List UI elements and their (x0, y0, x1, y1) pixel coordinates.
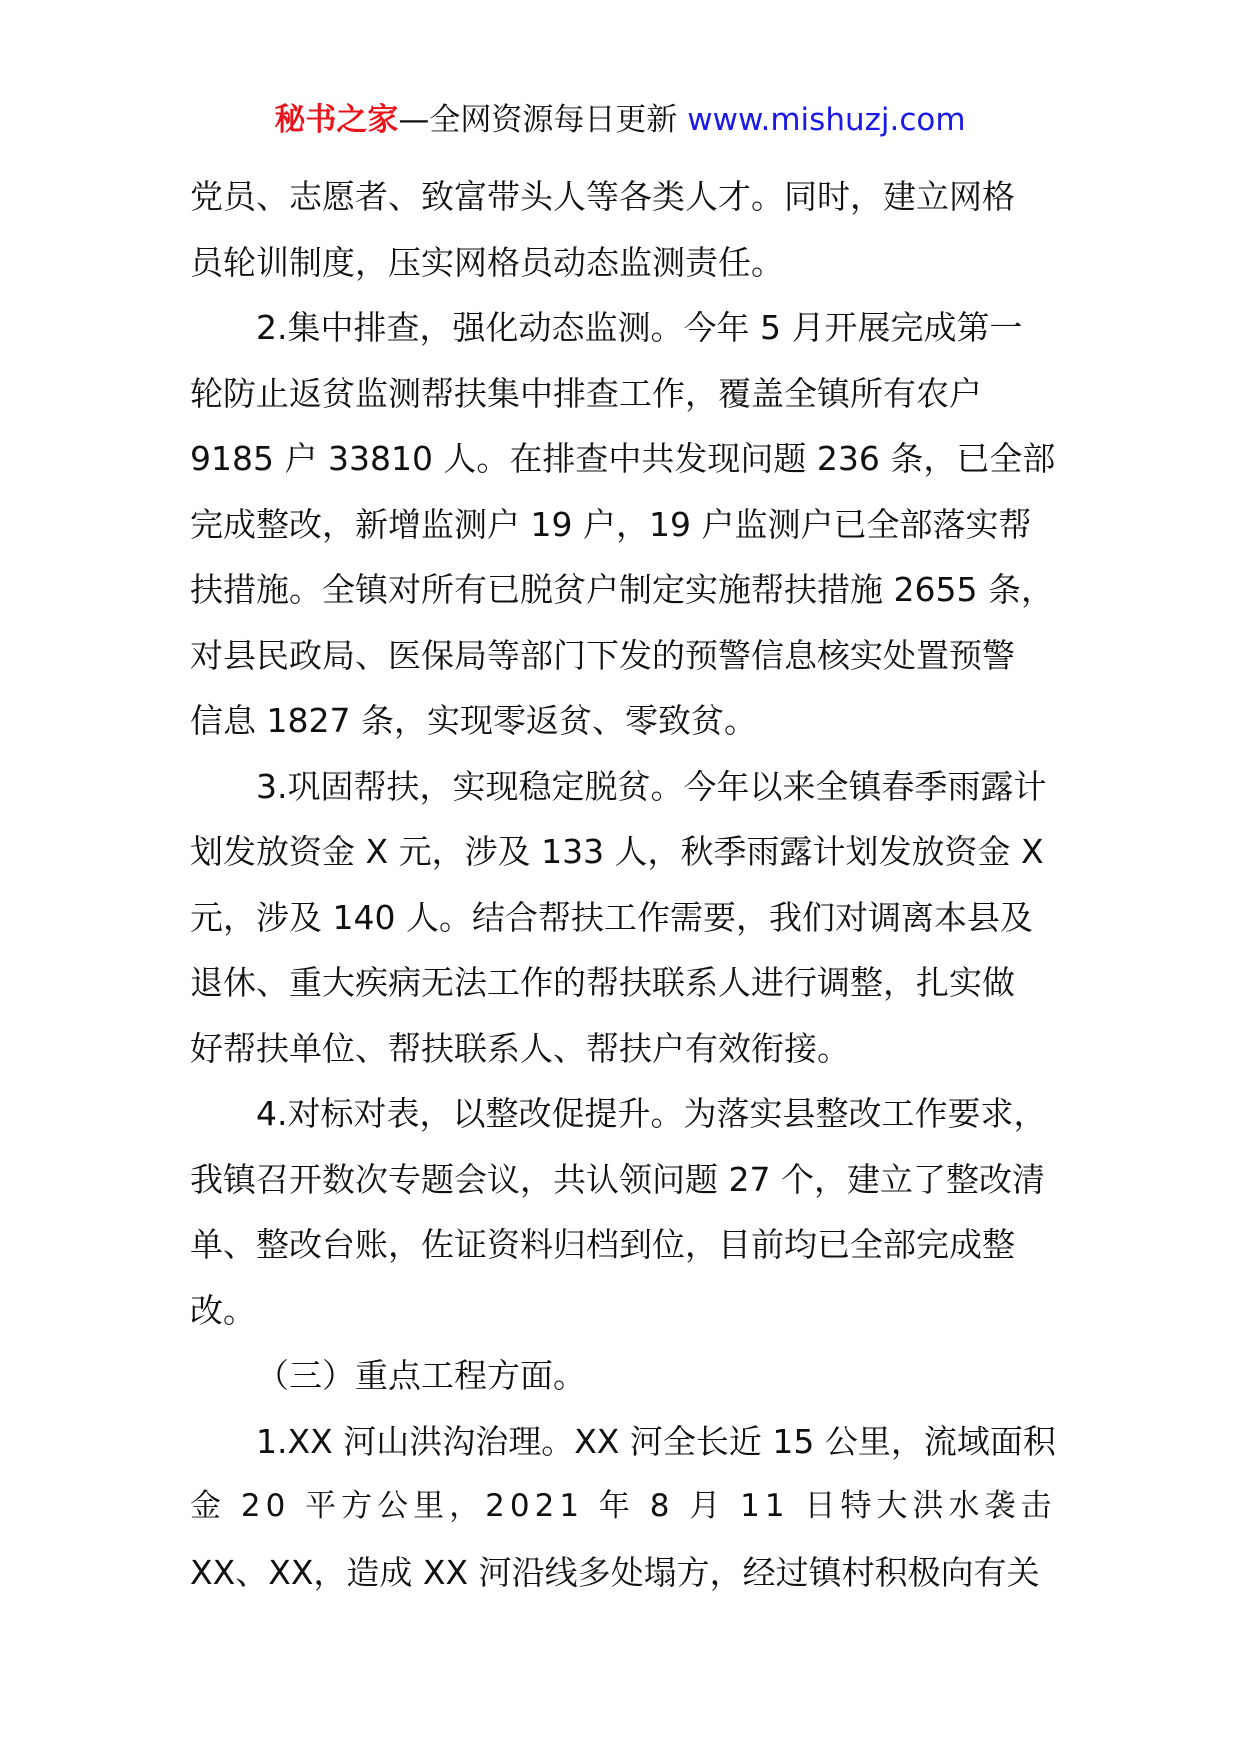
text-line: 完成整改，新增监测户 19 户，19 户监测户已全部落实帮 (190, 504, 1032, 544)
section-heading: （三）重点工程方面。 (256, 1356, 586, 1395)
text-line: 信息 1827 条，实现零返贫、零致贫。 (190, 701, 757, 740)
text-line: 退休、重大疾病无法工作的帮扶联系人进行调整，扎实做 (190, 963, 1015, 1002)
paragraph-start-line: 1.XX 河山洪沟治理。XX 河全长近 15 公里，流域面积 (256, 1421, 1056, 1461)
text-line: 9185 户 33810 人。在排查中共发现问题 236 条，已全部 (190, 439, 1056, 478)
site-slogan: —全网资源每日更新 (398, 102, 688, 138)
paragraph-start-line: 3.巩固帮扶，实现稳定脱贫。今年以来全镇春季雨露计 (256, 766, 1047, 806)
text-line: XX、XX，造成 XX 河沿线多处塌方，经过镇村积极向有关 (190, 1552, 1040, 1592)
text-line: 党员、志愿者、致富带头人等各类人才。同时，建立网格 (190, 177, 1015, 216)
text-line: 改。 (190, 1290, 256, 1330)
text-line: 好帮扶单位、帮扶联系人、帮扶户有效衔接。 (190, 1028, 850, 1068)
text-line: 我镇召开数次专题会议，共认领问题 27 个，建立了整改清 (190, 1159, 1045, 1199)
text-line: 元，涉及 140 人。结合帮扶工作需要，我们对调离本县及 (190, 897, 1033, 937)
text-line: 金 20 平方公里，2021 年 8 月 11 日特大洪水袭击 (190, 1488, 1057, 1524)
text-line: 划发放资金 X 元，涉及 133 人，秋季雨露计划发放资金 X (190, 832, 1044, 871)
text-line: 扶措施。全镇对所有已脱贫户制定实施帮扶措施 2655 条， (190, 570, 1054, 609)
text-line: 轮防止返贫监测帮扶集中排查工作，覆盖全镇所有农户 (190, 373, 982, 413)
paragraph-start-line: 2.集中排查，强化动态监测。今年 5 月开展完成第一 (256, 308, 1023, 347)
text-line: 员轮训制度，压实网格员动态监测责任。 (190, 242, 784, 282)
site-header-banner (0, 98, 1240, 142)
document-body (190, 164, 1060, 1605)
site-url-link[interactable]: www.mishuzj.com (687, 102, 966, 138)
text-line: 单、整改台账，佐证资料归档到位，目前均已全部完成整 (190, 1225, 1015, 1264)
site-brand-name: 秘书之家 (274, 102, 399, 138)
paragraph-start-line: 4.对标对表，以整改促提升。为落实县整改工作要求， (256, 1094, 1047, 1133)
text-line: 对县民政局、医保局等部门下发的预警信息核实处置预警 (190, 635, 1015, 675)
